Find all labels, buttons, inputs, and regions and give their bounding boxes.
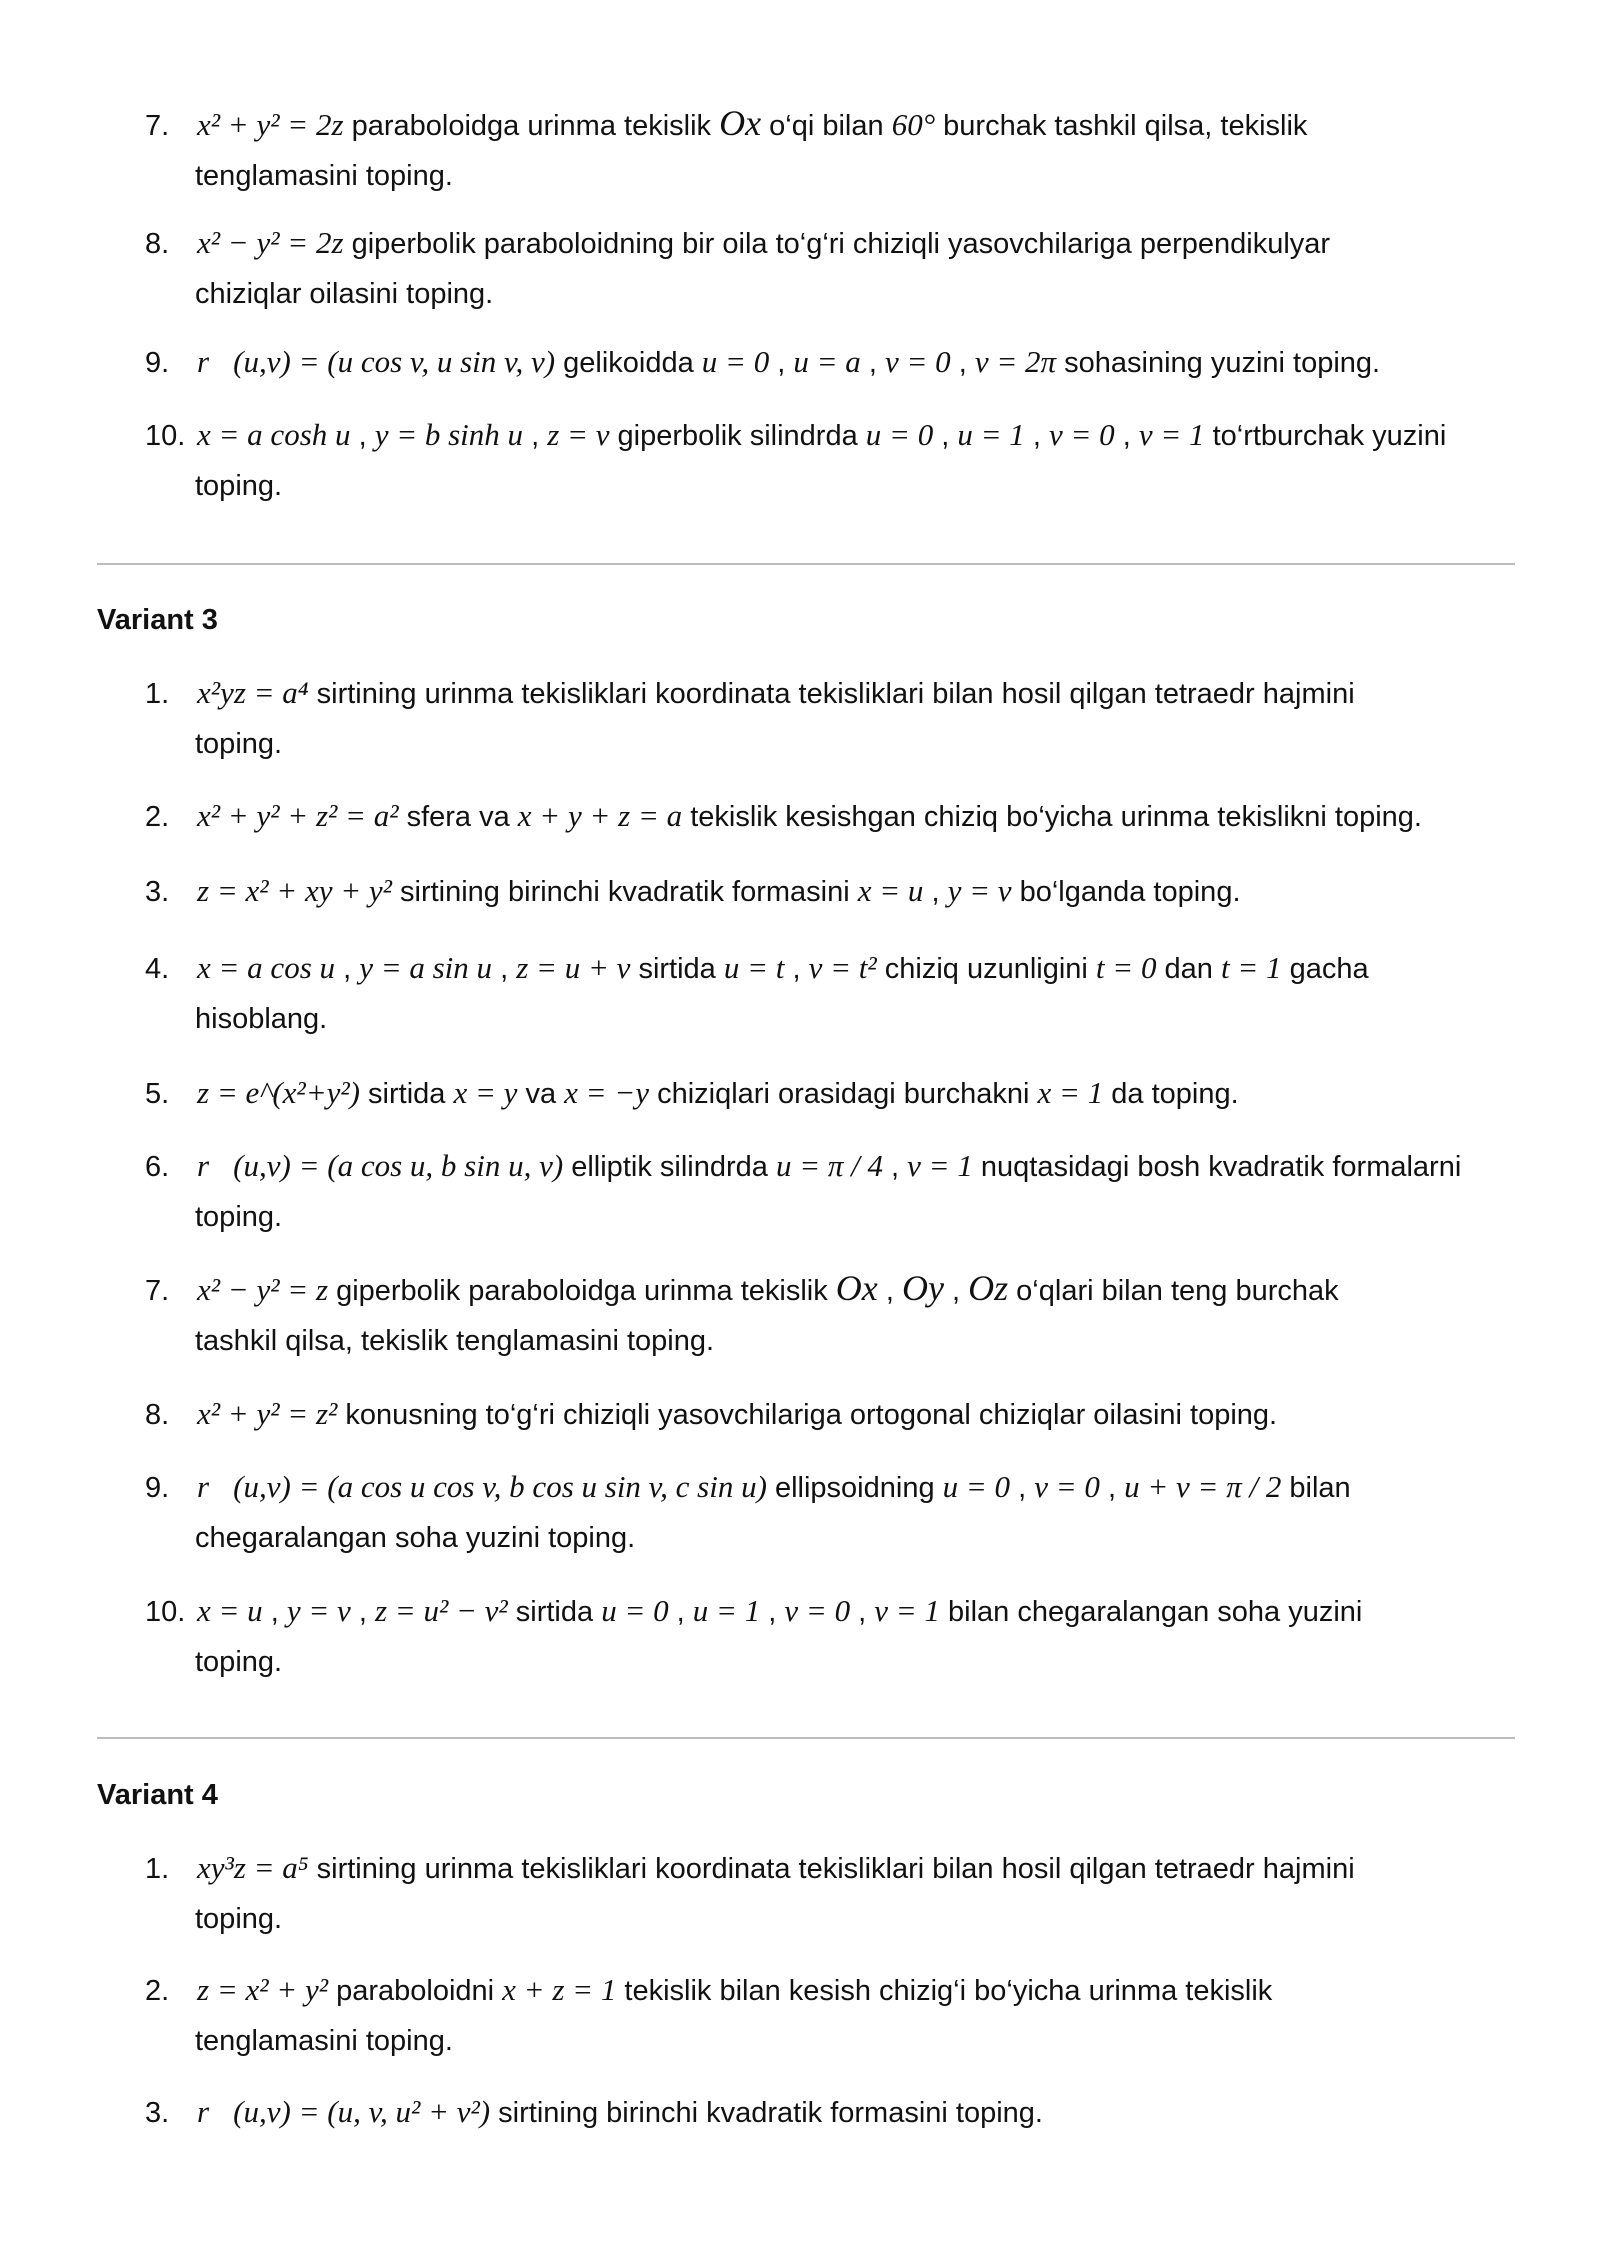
item-number: 1. [145, 678, 170, 710]
item-number: 3. [145, 876, 170, 908]
item-text: , [769, 347, 794, 379]
item-continuation: toping. [195, 1201, 283, 1233]
item-number: 5. [145, 1078, 170, 1110]
item-text: chiziqlari orasidagi burchakni [649, 1078, 1038, 1110]
item-text: , [1099, 1472, 1125, 1504]
item-text: , [943, 1275, 969, 1307]
item-text: sirtining urinma tekisliklari koordinata tekisliklari bilan hosil qilgan tetraedr hajmini [308, 1853, 1355, 1885]
math-expression: u = 0 [942, 1469, 1011, 1504]
item-continuation: toping. [195, 1646, 283, 1678]
item-text: sfera va [398, 801, 518, 833]
math-expression: Ox [835, 1268, 878, 1308]
item-text: paraboloidga urinma tekislik [343, 110, 720, 142]
item-text: giperbolik silindrda [609, 420, 866, 452]
item-text: o‘qi bilan [761, 110, 892, 142]
math-expression: xy³z = a⁵ [197, 1850, 309, 1885]
list-item [145, 943, 1525, 1044]
list-item [145, 866, 1525, 917]
math-expression: z = x² + y² [197, 1972, 329, 2007]
section-divider [97, 563, 1515, 565]
math-expression: x² + y² = 2z [197, 107, 344, 142]
math-expression: u = 0 [701, 344, 770, 379]
item-text: , [523, 420, 548, 452]
item-text: va [517, 1078, 565, 1110]
list-item [145, 1965, 1525, 2066]
item-text: dan [1156, 953, 1221, 985]
math-expression: z = u² − v² [374, 1593, 508, 1628]
item-text: giperbolik paraboloidning bir oila to‘g‘ri chiziqli yasovchilariga perpendikulyar [343, 228, 1331, 260]
math-expression: v = 1 [874, 1593, 940, 1628]
math-expression: x = u [197, 1593, 263, 1628]
item-text: sirtida [630, 953, 724, 985]
item-text: sirtining birinchi kvadratik formasini toping. [490, 2097, 1043, 2129]
item-continuation: toping. [195, 1903, 283, 1935]
math-expression: x² + y² + z² = a² [197, 798, 399, 833]
math-expression: r⃗(u,v) = (a cos u cos v, b cos u sin v, c sin u) [197, 1469, 767, 1504]
math-expression: v = 1 [1138, 417, 1205, 452]
math-expression: v = 2π [974, 344, 1057, 379]
list-item [145, 2087, 1525, 2138]
list-item [145, 1389, 1525, 1440]
math-expression: v = 1 [907, 1148, 973, 1183]
item-text: , [760, 1596, 785, 1628]
math-expression: u = a [793, 344, 861, 379]
item-text: bo‘lganda toping. [1011, 876, 1241, 908]
item-text: , [350, 420, 375, 452]
item-text: sirtida [360, 1078, 454, 1110]
math-expression: x² − y² = 2z [197, 225, 344, 260]
math-expression: x = −y [564, 1075, 650, 1110]
list-item [145, 668, 1525, 769]
item-text: tekislik bilan kesish chizig‘i bo‘yicha urinma tekislik [616, 1975, 1273, 2007]
math-expression: x = u [857, 873, 924, 908]
item-continuation: chegaralangan soha yuzini toping. [195, 1522, 636, 1554]
item-text: sirtining birinchi kvadratik formasini [391, 876, 858, 908]
item-text: ellipsoidning [766, 1472, 943, 1504]
math-expression: z = x² + xy + y² [197, 873, 392, 908]
item-number: 7. [145, 110, 170, 142]
item-text: , [950, 347, 975, 379]
item-number: 8. [145, 1399, 170, 1431]
math-expression: r⃗(u,v) = (a cos u, b sin u, v) [197, 1148, 564, 1183]
item-text: , [335, 953, 360, 985]
list-item [145, 218, 1525, 319]
item-number: 2. [145, 801, 170, 833]
math-expression: r⃗(u,v) = (u, v, u² + v²) [197, 2094, 491, 2129]
item-text: , [883, 1151, 908, 1183]
item-continuation: toping. [195, 470, 283, 502]
item-text: , [1010, 1472, 1035, 1504]
item-continuation: chiziqlar oilasini toping. [195, 278, 494, 310]
item-text: , [668, 1596, 693, 1628]
item-text: , [877, 1275, 902, 1307]
math-expression: x = y [453, 1075, 518, 1110]
math-expression: u = 0 [865, 417, 934, 452]
math-expression: x = a cosh u [197, 417, 351, 452]
list-item [145, 1263, 1525, 1366]
item-text: o‘qlari bilan teng burchak [1008, 1275, 1339, 1307]
list-item [145, 337, 1525, 388]
math-expression: v = t² [808, 950, 877, 985]
item-number: 2. [145, 1975, 170, 2007]
item-text: , [784, 953, 809, 985]
math-expression: t = 0 [1095, 950, 1157, 985]
item-continuation: tenglamasini toping. [195, 160, 453, 192]
item-text: , [492, 953, 517, 985]
item-number: 7. [145, 1275, 170, 1307]
item-text: paraboloidni [328, 1975, 503, 2007]
math-expression: y = b sinh u [374, 417, 524, 452]
item-text: giperbolik paraboloidga urinma tekislik [328, 1275, 836, 1307]
math-expression: x = a cos u [197, 950, 336, 985]
math-expression: x + z = 1 [502, 1972, 617, 2007]
list-item [145, 98, 1525, 201]
section-divider [97, 1737, 1515, 1739]
item-continuation: tenglamasini toping. [195, 2025, 453, 2057]
item-text: konusning to‘g‘ri chiziqli yasovchilariga ortogonal chiziqlar oilasini toping. [337, 1399, 1278, 1431]
list-item [145, 791, 1525, 842]
item-number: 1. [145, 1853, 170, 1885]
item-number: 10. [145, 1596, 186, 1628]
item-number: 9. [145, 1472, 170, 1504]
math-expression: r⃗(u,v) = (u cos v, u sin v, v) [197, 344, 556, 379]
item-text: bilan [1281, 1472, 1351, 1504]
item-number: 10. [145, 420, 186, 452]
math-expression: 60° [891, 107, 936, 142]
item-text: , [933, 420, 958, 452]
math-expression: u = 0 [601, 1593, 669, 1628]
list-item [145, 1462, 1525, 1563]
item-continuation: hisoblang. [195, 1003, 328, 1035]
math-expression: x + y + z = a [517, 798, 683, 833]
item-text: nuqtasidagi bosh kvadratik formalarni [972, 1151, 1462, 1183]
item-text: , [1024, 420, 1049, 452]
math-expression: v = 0 [784, 1593, 851, 1628]
item-number: 8. [145, 228, 170, 260]
item-text: tekislik kesishgan chiziq bo‘yicha urinma tekislikni toping. [682, 801, 1422, 833]
math-expression: x² + y² = z² [197, 1396, 338, 1431]
list-item [145, 410, 1525, 511]
math-expression: y = a sin u [359, 950, 493, 985]
math-expression: t = 1 [1220, 950, 1282, 985]
item-text: , [860, 347, 885, 379]
math-expression: y = v [286, 1593, 351, 1628]
section-heading: Variant 4 [97, 1779, 218, 1811]
item-text: burchak tashkil qilsa, tekislik [935, 110, 1308, 142]
item-text: , [923, 876, 948, 908]
item-text: gelikoidda [555, 347, 702, 379]
math-expression: x²yz = a⁴ [197, 675, 309, 710]
math-expression: Oy [901, 1268, 944, 1308]
math-expression: Ox [719, 103, 762, 143]
math-expression: z = e^(x²+y²) [197, 1075, 360, 1110]
item-number: 6. [145, 1151, 170, 1183]
math-expression: u = 1 [692, 1593, 761, 1628]
item-text: sirtida [507, 1596, 602, 1628]
item-text: to‘rtburchak yuzini [1204, 420, 1447, 452]
list-item [145, 1141, 1525, 1242]
item-number: 9. [145, 347, 170, 379]
item-text: , [1114, 420, 1139, 452]
item-continuation: toping. [195, 728, 283, 760]
item-text: da toping. [1103, 1078, 1239, 1110]
math-expression: v = 0 [884, 344, 951, 379]
item-text: , [262, 1596, 287, 1628]
item-text: sirtining urinma tekisliklari koordinata tekisliklari bilan hosil qilgan tetraedr hajmini [308, 678, 1355, 710]
item-number: 3. [145, 2097, 170, 2129]
math-expression: y = v [947, 873, 1012, 908]
item-continuation: tashkil qilsa, tekislik tenglamasini toping. [195, 1325, 715, 1357]
item-number: 4. [145, 953, 170, 985]
math-expression: x² − y² = z [197, 1272, 329, 1307]
item-text: bilan chegaralangan soha yuzini [939, 1596, 1363, 1628]
list-item [145, 1843, 1525, 1944]
section-heading: Variant 3 [97, 604, 218, 636]
item-text: elliptik silindrda [563, 1151, 776, 1183]
item-text: chiziq uzunligini [876, 953, 1096, 985]
item-text: sohasining yuzini toping. [1056, 347, 1381, 379]
math-expression: x = 1 [1037, 1075, 1104, 1110]
item-text: , [350, 1596, 375, 1628]
math-expression: v = 0 [1034, 1469, 1100, 1504]
math-expression: u = 1 [957, 417, 1025, 452]
item-text: , [850, 1596, 875, 1628]
math-expression: z = u + v [516, 950, 631, 985]
math-expression: Oz [968, 1268, 1009, 1308]
math-expression: u = π / 4 [775, 1148, 883, 1183]
list-item [145, 1068, 1525, 1119]
math-expression: u = t [723, 950, 785, 985]
math-expression: u + v = π / 2 [1124, 1469, 1282, 1504]
math-expression: v = 0 [1048, 417, 1115, 452]
item-text: gacha [1281, 953, 1369, 985]
math-expression: z = v [547, 417, 610, 452]
list-item [145, 1586, 1525, 1687]
